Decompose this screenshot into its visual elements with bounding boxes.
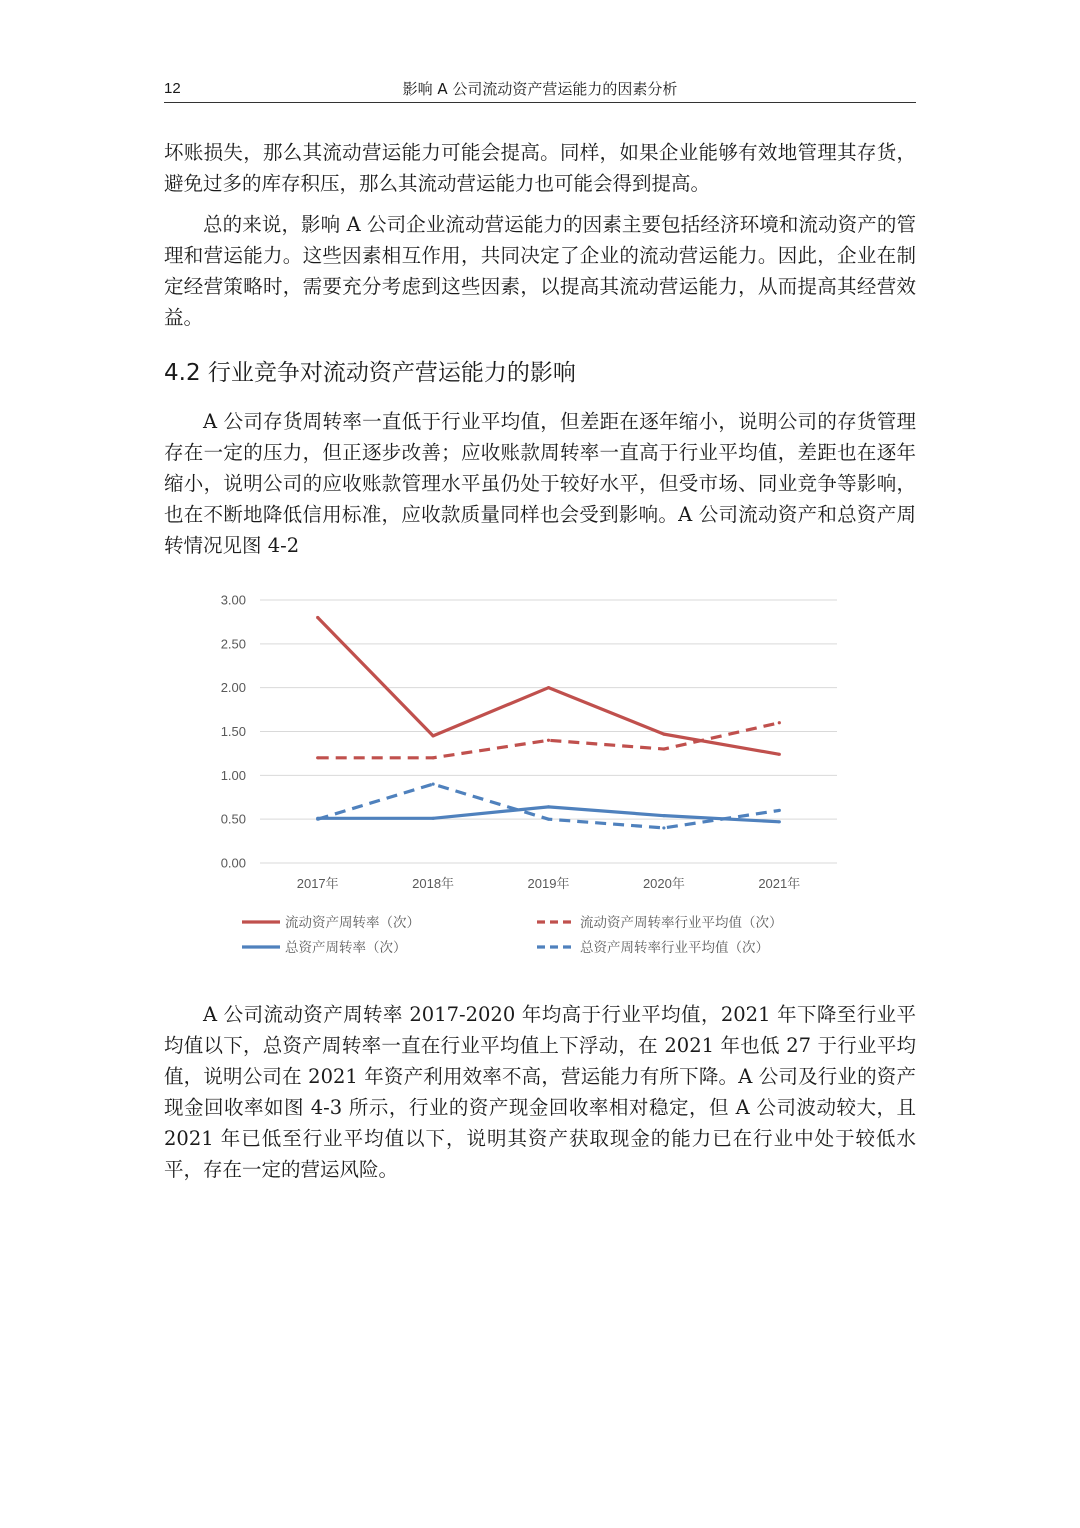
y-tick-label: 0.00 (220, 855, 246, 871)
page-header (164, 76, 916, 103)
legend-label: 总资产周转率行业平均值（次） (580, 940, 769, 956)
legend-label: 总资产周转率（次） (285, 940, 407, 956)
data-point (778, 753, 781, 756)
data-point (432, 756, 435, 759)
y-tick-label: 0.50 (220, 811, 246, 827)
chart-series (316, 616, 781, 830)
y-tick-label: 1.00 (220, 767, 246, 783)
y-tick-label: 2.50 (220, 636, 246, 652)
y-tick-label: 3.00 (220, 592, 246, 608)
data-point (547, 739, 550, 742)
x-tick-label: 2017年 (296, 876, 339, 891)
data-point (778, 721, 781, 724)
data-point (316, 756, 319, 759)
paragraph-4: A 公司流动资产周转率 2017-2020 年均高于行业平均值，2021 年下降至行业平均值以下，总资产周转率一直在行业平均值上下浮动，在 2021 年也低 27 于行业平均值，说明公司在 2021 年资产利用效率不高，营运能力有所下降。A 公司及行业的资产现金回收率如图 4-3 所示，行业的资产现金回收率相对稳定，但 A 公司波动较大，且 2021 年已低至行业平均值以下，说明其资产获取现金的能力已在行业中处于较低水平，存在一定的营运风险。 (164, 1003, 916, 1181)
chart-gridlines (260, 600, 837, 863)
data-point (662, 733, 665, 736)
data-point (316, 616, 319, 619)
chart-y-ticks (221, 593, 246, 871)
data-point (432, 734, 435, 737)
x-tick-label: 2021年 (758, 876, 801, 891)
x-tick-label: 2018年 (412, 876, 455, 891)
legend-label: 流动资产周转率行业平均值（次） (580, 915, 783, 931)
data-point (662, 747, 665, 750)
chart-legend (242, 914, 783, 956)
data-point (778, 820, 781, 823)
paragraph-3: A 公司存货周转率一直低于行业平均值，但差距在逐年缩小，说明公司的存货管理存在一定的压力，但正逐步改善；应收账款周转率一直高于行业平均值，差距也在逐年缩小，说明公司的应收账款管理水平虽仍处于较好水平，但受市场、同业竞争等影响，也在不断地降低信用标准，应收款质量同样也会受到影响。A 公司流动资产和总资产周转情况见图 4-2 (164, 410, 916, 557)
data-point (316, 818, 319, 821)
chart-x-ticks (297, 876, 801, 891)
line-chart (200, 585, 860, 970)
x-tick-label: 2019年 (527, 876, 570, 891)
section-heading: 4.2 行业竞争对流动资产营运能力的影响 (164, 360, 576, 386)
paragraph-2: 总的来说，影响 A 公司企业流动营运能力的因素主要包括经济环境和流动资产的管理和营运能力。这些因素相互作用，共同决定了企业的流动营运能力。因此，企业在制定经营策略时，需要充分考虑到这些因素，以提高其流动营运能力，从而提高其经营效益。 (164, 213, 916, 329)
y-tick-label: 2.00 (220, 680, 246, 696)
data-point (432, 817, 435, 820)
y-tick-label: 1.50 (220, 724, 246, 739)
running-title: 影响 A 公司流动资产营运能力的因素分析 (402, 80, 678, 98)
legend-label: 流动资产周转率（次） (285, 915, 420, 931)
data-point (432, 783, 435, 786)
paragraph-1: 坏账损失，那么其流动营运能力可能会提高。同样，如果企业能够有效地管理其存货，避免过多的库存积压，那么其流动营运能力也可能会得到提高。 (164, 141, 916, 195)
x-tick-label: 2020年 (642, 876, 685, 891)
data-point (547, 686, 550, 689)
data-point (778, 809, 781, 812)
data-point (662, 826, 665, 829)
page-number: 12 (164, 80, 181, 97)
series-line-1 (318, 618, 780, 755)
data-point (547, 805, 550, 808)
data-point (662, 814, 665, 817)
data-point (547, 818, 550, 821)
